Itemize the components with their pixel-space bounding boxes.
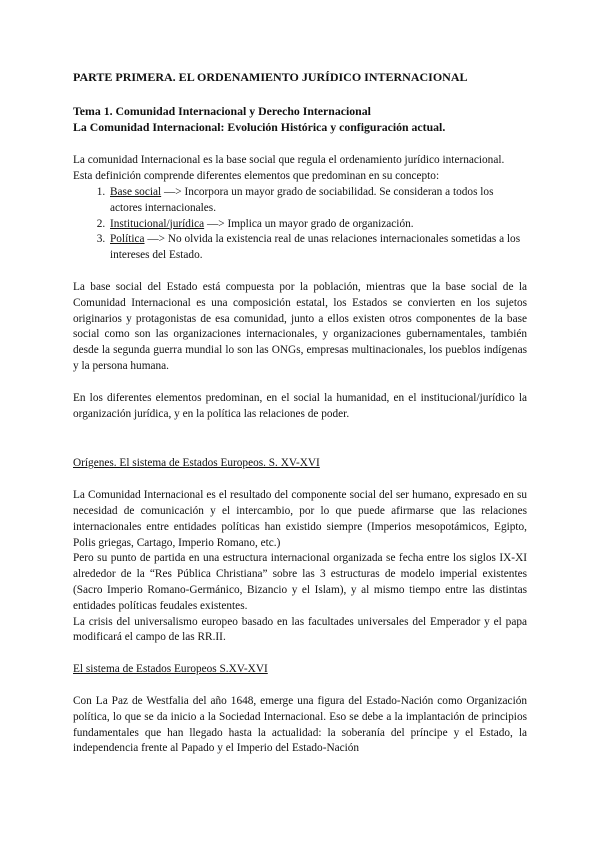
list-item-text: —> Incorpora un mayor grado de sociabilidad. Se consideran a todos los actores internacionales.: [110, 185, 494, 214]
list-item: [108, 232, 527, 264]
list-item-term: Base social: [110, 185, 162, 198]
origenes-paragraph-2: Pero su punto de partida en una estructura internacional organizada se fecha entre los siglos IX-XI alrededor de la “Res Pública Christiana” sobre las 3 estructuras de modelo imperial existentes (Sacro Imperio Romano-Germánico, Bizancio y el Islam), y al mismo tiempo entre las distintas entidades políticas feudales existentes.: [73, 552, 527, 612]
westfalia-paragraph: Con La Paz de Westfalia del año 1648, emerge una figura del Estado-Nación como Organización política, lo que se da inicio a la Sociedad Internacional. Eso se debe a la implantación de principios fundamentales que han llegado hasta la actualidad: la soberanía del príncipe y el Estado, la independencia frente al Papado y el Imperio del Estado-Nación: [73, 694, 527, 755]
intro-definition: Esta definición comprende diferentes elementos que predominan en su concepto:: [73, 170, 440, 183]
list-item-text: —> Implica un mayor grado de organización.: [204, 217, 414, 230]
list-item-term: Institucional/jurídica: [110, 217, 205, 230]
document-body: [73, 70, 527, 757]
intro-paragraph: La comunidad Internacional es la base social que regula el ordenamiento jurídico internacional.: [73, 154, 505, 167]
origenes-paragraph-1: La Comunidad Internacional es el resultado del componente social del ser humano, expresado en su necesidad de comunicación y el intercambio, por lo que puede afirmarse que las relaciones internacionales entre entidades políticas han existido siempre (Imperios mesopotámicos, Egipto, Polis griegas, Cartago, Imperio Romano, etc.): [73, 489, 527, 549]
tema-title: Tema 1. Comunidad Internacional y Derecho Internacional: [73, 103, 371, 118]
elements-list: [73, 185, 527, 264]
base-social-paragraph: La base social del Estado está compuesta por la población, mientras que la base social de la Comunidad Internacional es una composición estatal, los Estados se convierten en los sujetos originarios y protagonistas de esa comunidad, junto a ellos existen otros componentes de la base social como son las organizaciones internacionales, y organizaciones gubernamentales, también desde la segunda guerra mundial lo son las ONGs, empresas multinacionales, los pueblos indígenas y la persona humana.: [73, 280, 527, 372]
elements-paragraph: En los diferentes elementos predominan, en el social la humanidad, en el institucional/jurídico la organización jurídica, y en la política las relaciones de poder.: [73, 391, 527, 420]
section-heading-sistema: El sistema de Estados Europeos S.XV-XVI: [73, 663, 268, 676]
section-heading-origenes: Orígenes. El sistema de Estados Europeos. S. XV-XVI: [73, 457, 320, 470]
part-title: PARTE PRIMERA. EL ORDENAMIENTO JURÍDICO INTERNACIONAL: [73, 70, 468, 84]
list-item-text: —> No olvida la existencia real de unas relaciones internacionales sometidas a los intereses del Estado.: [110, 233, 521, 262]
origenes-paragraph-3: La crisis del universalismo europeo basado en las facultades universales del Emperador y el papa modificará el campo de las RR.II.: [73, 615, 527, 644]
tema-subtitle: La Comunidad Internacional: Evolución Histórica y configuración actual.: [73, 119, 446, 134]
list-item: [108, 185, 527, 217]
list-item-term: Política: [110, 233, 145, 246]
list-item: [108, 217, 527, 233]
